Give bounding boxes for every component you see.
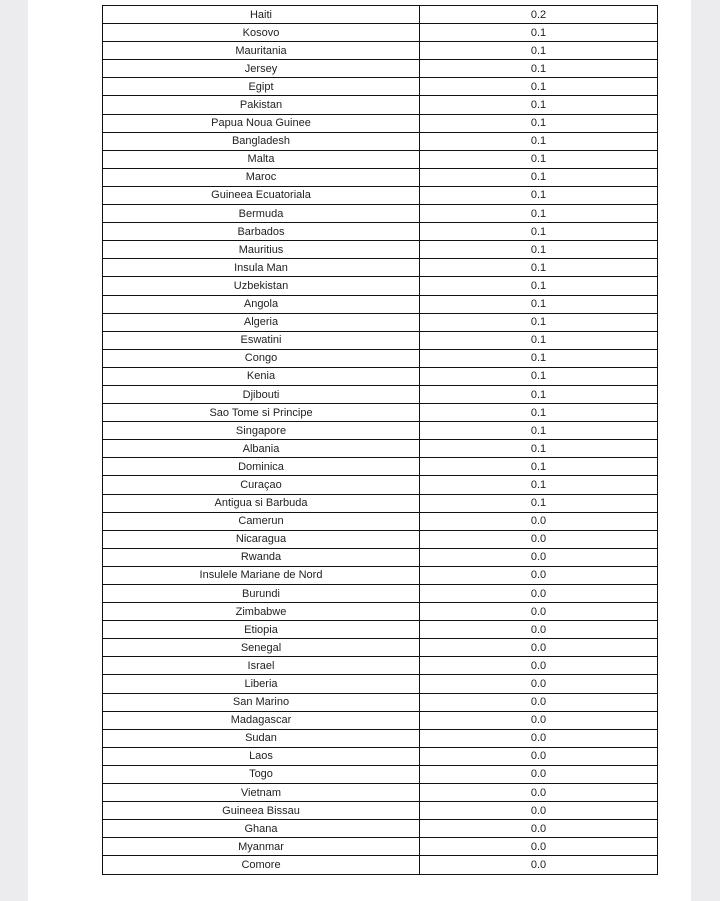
value-cell: 0.0 (420, 639, 658, 657)
country-cell: Curaçao (103, 476, 420, 494)
table-row (103, 241, 658, 259)
value-cell: 0.2 (420, 6, 658, 24)
table-row (103, 132, 658, 150)
country-cell: Sudan (103, 729, 420, 747)
table-row (103, 313, 658, 331)
value-cell: 0.1 (420, 277, 658, 295)
table-row (103, 765, 658, 783)
country-cell: Mauritius (103, 241, 420, 259)
table-row (103, 566, 658, 584)
table-row (103, 150, 658, 168)
country-cell: Congo (103, 349, 420, 367)
value-cell: 0.1 (420, 96, 658, 114)
value-cell: 0.0 (420, 548, 658, 566)
country-cell: Haiti (103, 6, 420, 24)
value-cell: 0.1 (420, 494, 658, 512)
value-cell: 0.1 (420, 295, 658, 313)
value-cell: 0.0 (420, 765, 658, 783)
country-cell: Camerun (103, 512, 420, 530)
country-cell: Ghana (103, 820, 420, 838)
table-row (103, 24, 658, 42)
table-row (103, 42, 658, 60)
value-cell: 0.1 (420, 385, 658, 403)
table-row (103, 729, 658, 747)
table-row (103, 404, 658, 422)
table-body (103, 6, 658, 875)
value-cell: 0.0 (420, 621, 658, 639)
country-cell: Uzbekistan (103, 277, 420, 295)
table-row (103, 385, 658, 403)
table-row (103, 168, 658, 186)
table-row (103, 603, 658, 621)
country-cell: Etiopia (103, 621, 420, 639)
table-row (103, 223, 658, 241)
country-cell: Guineea Ecuatoriala (103, 186, 420, 204)
table-row (103, 802, 658, 820)
table-row (103, 747, 658, 765)
country-cell: Bermuda (103, 205, 420, 223)
country-cell: Insulele Mariane de Nord (103, 566, 420, 584)
table-row (103, 530, 658, 548)
country-cell: Sao Tome si Principe (103, 404, 420, 422)
table-row (103, 205, 658, 223)
value-cell: 0.0 (420, 566, 658, 584)
country-cell: San Marino (103, 693, 420, 711)
value-cell: 0.1 (420, 458, 658, 476)
value-cell: 0.1 (420, 205, 658, 223)
country-cell: Algeria (103, 313, 420, 331)
table-row (103, 548, 658, 566)
table-row (103, 639, 658, 657)
value-cell: 0.1 (420, 349, 658, 367)
value-cell: 0.1 (420, 24, 658, 42)
value-cell: 0.0 (420, 657, 658, 675)
table-row (103, 6, 658, 24)
table-row (103, 349, 658, 367)
country-cell: Rwanda (103, 548, 420, 566)
country-cell: Togo (103, 765, 420, 783)
table-row (103, 458, 658, 476)
value-cell: 0.0 (420, 603, 658, 621)
country-cell: Jersey (103, 60, 420, 78)
country-cell: Insula Man (103, 259, 420, 277)
country-cell: Pakistan (103, 96, 420, 114)
value-cell: 0.0 (420, 856, 658, 874)
country-cell: Eswatini (103, 331, 420, 349)
country-cell: Kenia (103, 367, 420, 385)
table-row (103, 331, 658, 349)
table-row (103, 494, 658, 512)
table-row (103, 422, 658, 440)
country-cell: Liberia (103, 675, 420, 693)
value-cell: 0.0 (420, 729, 658, 747)
table-row (103, 114, 658, 132)
table-row (103, 675, 658, 693)
value-cell: 0.0 (420, 711, 658, 729)
country-values-table (102, 5, 658, 875)
value-cell: 0.1 (420, 241, 658, 259)
country-cell: Angola (103, 295, 420, 313)
value-cell: 0.1 (420, 114, 658, 132)
country-cell: Madagascar (103, 711, 420, 729)
value-cell: 0.1 (420, 223, 658, 241)
country-cell: Papua Noua Guinee (103, 114, 420, 132)
value-cell: 0.1 (420, 404, 658, 422)
value-cell: 0.0 (420, 675, 658, 693)
country-cell: Djibouti (103, 385, 420, 403)
country-cell: Kosovo (103, 24, 420, 42)
country-cell: Dominica (103, 458, 420, 476)
value-cell: 0.0 (420, 693, 658, 711)
value-cell: 0.1 (420, 476, 658, 494)
table-row (103, 295, 658, 313)
country-cell: Barbados (103, 223, 420, 241)
table-row (103, 60, 658, 78)
value-cell: 0.0 (420, 802, 658, 820)
table-row (103, 838, 658, 856)
table-row (103, 476, 658, 494)
value-cell: 0.0 (420, 820, 658, 838)
table-row (103, 820, 658, 838)
country-cell: Burundi (103, 585, 420, 603)
table-row (103, 440, 658, 458)
country-cell: Egipt (103, 78, 420, 96)
table-row (103, 856, 658, 874)
country-cell: Malta (103, 150, 420, 168)
value-cell: 0.0 (420, 838, 658, 856)
value-cell: 0.1 (420, 150, 658, 168)
country-cell: Maroc (103, 168, 420, 186)
value-cell: 0.1 (420, 60, 658, 78)
value-cell: 0.1 (420, 313, 658, 331)
value-cell: 0.1 (420, 422, 658, 440)
table-row (103, 711, 658, 729)
country-cell: Albania (103, 440, 420, 458)
value-cell: 0.1 (420, 440, 658, 458)
value-cell: 0.1 (420, 132, 658, 150)
value-cell: 0.0 (420, 747, 658, 765)
country-cell: Mauritania (103, 42, 420, 60)
value-cell: 0.1 (420, 186, 658, 204)
value-cell: 0.1 (420, 259, 658, 277)
country-cell: Bangladesh (103, 132, 420, 150)
country-cell: Antigua si Barbuda (103, 494, 420, 512)
table-row (103, 621, 658, 639)
value-cell: 0.1 (420, 42, 658, 60)
table-row (103, 96, 658, 114)
table-row (103, 259, 658, 277)
value-cell: 0.1 (420, 331, 658, 349)
value-cell: 0.0 (420, 585, 658, 603)
table-row (103, 367, 658, 385)
table-row (103, 657, 658, 675)
value-cell: 0.1 (420, 168, 658, 186)
table-row (103, 693, 658, 711)
value-cell: 0.1 (420, 78, 658, 96)
document-page (28, 0, 691, 901)
country-cell: Vietnam (103, 784, 420, 802)
value-cell: 0.1 (420, 367, 658, 385)
table-row (103, 784, 658, 802)
country-cell: Israel (103, 657, 420, 675)
table-row (103, 512, 658, 530)
country-cell: Comore (103, 856, 420, 874)
table-row (103, 78, 658, 96)
value-cell: 0.0 (420, 784, 658, 802)
country-cell: Laos (103, 747, 420, 765)
table-row (103, 585, 658, 603)
country-cell: Guineea Bissau (103, 802, 420, 820)
table-row (103, 186, 658, 204)
value-cell: 0.0 (420, 512, 658, 530)
country-cell: Zimbabwe (103, 603, 420, 621)
country-cell: Singapore (103, 422, 420, 440)
country-cell: Senegal (103, 639, 420, 657)
country-cell: Myanmar (103, 838, 420, 856)
value-cell: 0.0 (420, 530, 658, 548)
table-row (103, 277, 658, 295)
country-cell: Nicaragua (103, 530, 420, 548)
